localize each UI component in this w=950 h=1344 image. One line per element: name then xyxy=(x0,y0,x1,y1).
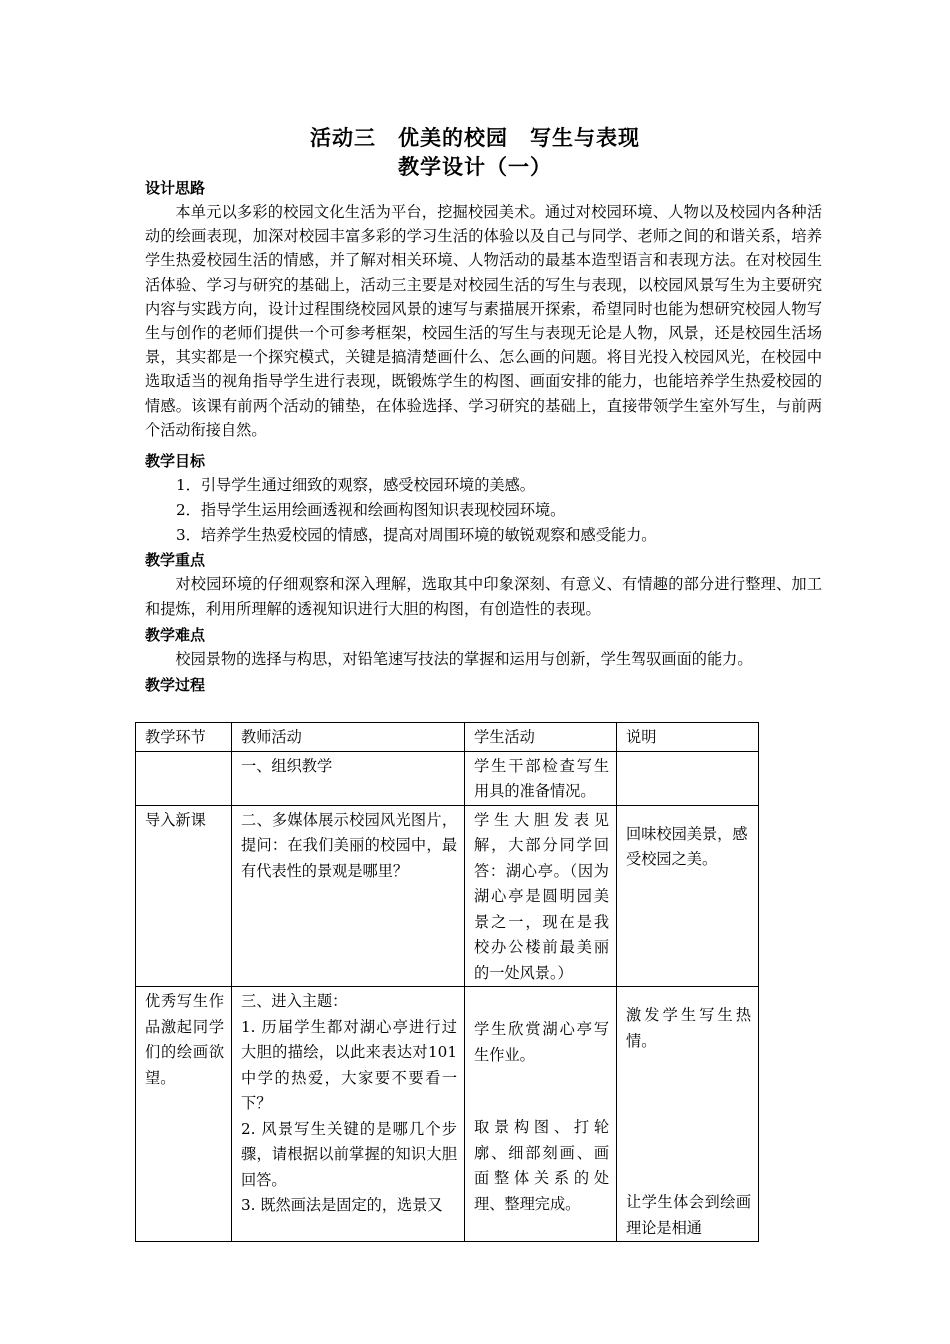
teacher-line: 三、进入主题： xyxy=(241,992,348,1010)
stage-cell: 导入新课 xyxy=(136,805,232,987)
student-line: 学生欣赏湖心亭写生作业。 xyxy=(474,1020,609,1064)
table-header-row xyxy=(136,723,759,752)
column-header: 说明 xyxy=(617,723,759,752)
column-header: 学生活动 xyxy=(465,723,617,752)
table-row xyxy=(136,751,759,805)
table-row xyxy=(136,987,759,1242)
goal-item-1: 1．引导学生通过细致的观察，感受校园环境的美感。 xyxy=(176,476,535,494)
document-title: 活动三 优美的校园 写生与表现 xyxy=(310,126,640,150)
note-cell xyxy=(617,751,759,805)
difficulties-heading: 教学难点 xyxy=(145,626,206,644)
stage-cell xyxy=(136,751,232,805)
document-subtitle: 教学设计（一） xyxy=(398,155,552,179)
note-line: 让学生体会到绘画理论是相通 xyxy=(626,1193,751,1237)
key-points-heading: 教学重点 xyxy=(145,551,206,569)
process-heading: 教学过程 xyxy=(145,676,206,694)
teacher-cell: 二、多媒体展示校园风光图片，提问：在我们美丽的校园中，最有代表性的景观是哪里？ xyxy=(232,805,465,987)
stage-cell: 优秀写生作品激起同学们的绘画欲望。 xyxy=(136,987,232,1242)
note-line: 激发学生写生热情。 xyxy=(626,1006,751,1050)
difficulties-paragraph: 校园景物的选择与构思，对铅笔速写技法的掌握和运用与创新，学生驾驭画面的能力。 xyxy=(175,650,753,668)
goals-heading: 教学目标 xyxy=(145,452,206,470)
goal-item-3: 3．培养学生热爱校园的情感，提高对周围环境的敏锐观察和感受能力。 xyxy=(176,526,657,544)
note-text: 回味校园美景，感受校园之美。 xyxy=(626,824,748,868)
note-cell xyxy=(617,987,759,1242)
student-cell xyxy=(465,987,617,1242)
student-cell: 学生干部检查写生用具的准备情况。 xyxy=(465,751,617,805)
goal-item-2: 2．指导学生运用绘画透视和绘画构图知识表现校园环境。 xyxy=(176,501,566,519)
teacher-cell: 一、组织教学 xyxy=(232,751,465,805)
teacher-cell xyxy=(232,987,465,1242)
column-header: 教师活动 xyxy=(232,723,465,752)
table-row xyxy=(136,805,759,987)
note-cell xyxy=(617,805,759,987)
design-idea-paragraph: 本单元以多彩的校园文化生活为平台，挖掘校园美术。通过对校园环境、人物以及校园内各种活动的绘画表现，加深对校园丰富多彩的学习生活的体验以及自己与同学、老师之间的和谐关系，培养学生热爱校园生活的情感，并了解对相关环境、人物活动的最基本造型语言和表现方法。在对校园生活体验、学习与研究的基础上，活动三主要是对校园生活的写生与表现，以校园风景写生为主要研究内容与实践方向，设计过程围绕校园风景的速写与素描展开探索，希望同时也能为想研究校园人物写生与创作的老师们提供一个可参考框架，校园生活的写生与表现无论是人物，风景，还是校园生活场景，其实都是一个探究模式，关键是搞清楚画什么、怎么画的问题。将目光投入校园风光，在校园中选取适当的视角指导学生进行表现，既锻炼学生的构图、画面安排的能力，也能培养学生热爱校园的情感。该课有前两个活动的铺垫，在体验选择、学习研究的基础上，直接带领学生室外写生，与前两个活动衔接自然。 xyxy=(145,203,822,439)
column-header: 教学环节 xyxy=(136,723,232,752)
teacher-line: 2. 风景写生关键的是哪几个步骤，请根据以前掌握的知识大胆回答。 xyxy=(241,1119,457,1189)
student-cell: 学生大胆发表见解，大部分同学回答：湖心亭。（因为湖心亭是圆明园美景之一，现在是我校办公楼前最美丽的一处风景。） xyxy=(465,805,617,987)
design-idea-heading: 设计思路 xyxy=(145,179,206,197)
student-line: 取景构图、打轮廓、细部刻画、画面整体关系的处理、整理完成。 xyxy=(474,1118,609,1213)
teacher-line: 3. 既然画法是固定的，选景又 xyxy=(241,1196,443,1214)
teacher-line: 1. 历届学生都对湖心亭进行过大胆的描绘，以此来表达对101中学的热爱，大家要不要看一下？ xyxy=(241,1017,457,1112)
process-table xyxy=(135,722,759,1242)
key-points-paragraph: 对校园环境的仔细观察和深入理解，选取其中印象深刻、有意义、有情趣的部分进行整理、加工和提炼，利用所理解的透视知识进行大胆的构图，有创造性的表现。 xyxy=(145,575,822,618)
